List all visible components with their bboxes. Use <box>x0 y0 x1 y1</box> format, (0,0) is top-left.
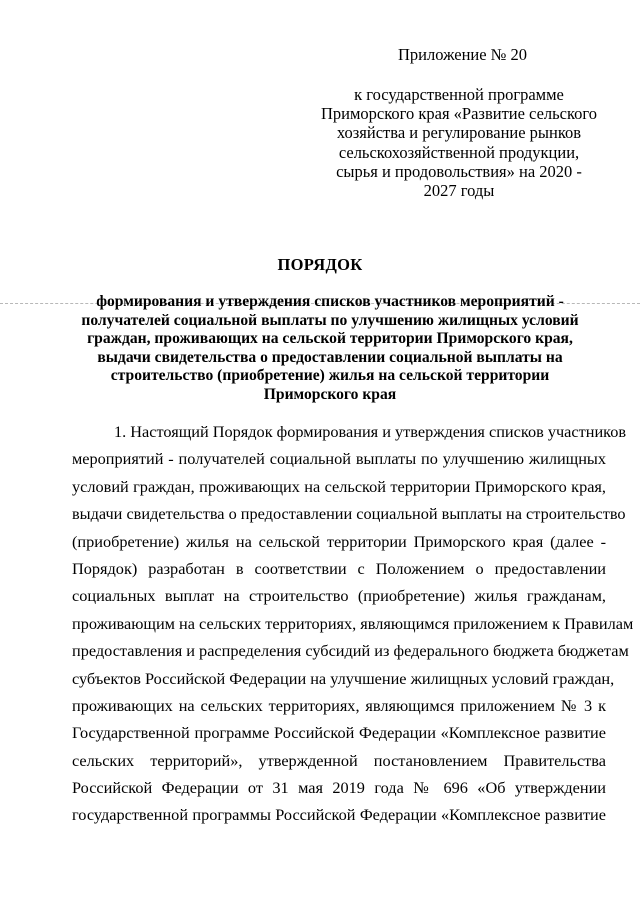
paragraph-line: Государственной программе Российской Федерации «Комплексное развитие <box>72 723 606 743</box>
paragraph-line: субъектов Российской Федерации на улучшение жилищных условий граждан, <box>72 668 615 688</box>
subtitle-line: граждан, проживающих на сельской территории Приморского края, <box>87 330 573 348</box>
paragraph-line: сельских территорий», утвержденной постановлением Правительства <box>72 750 606 770</box>
subtitle-line: выдачи свидетельства о предоставлении социальной выплаты на <box>97 348 563 366</box>
annex-reference-line: 2027 годы <box>423 181 495 201</box>
annex-reference-line: к государственной программе <box>354 85 564 104</box>
annex-reference <box>318 85 600 200</box>
annex-reference-line: сельскохозяйственной продукции, <box>338 142 580 162</box>
paragraph-line: Порядок) разработан в соответствии с Положением о предоставлении <box>72 558 606 578</box>
paragraph-line: социальных выплат на строительство (приобретение) жилья гражданам, <box>72 586 606 606</box>
paragraph-line: мероприятий - получателей социальной выплаты по улучшению жилищных <box>72 449 606 469</box>
paragraph-line: Российской Федерации от 31 мая 2019 года № 696 «Об утверждении <box>72 778 606 798</box>
paragraph-line: 1. Настоящий Порядок формирования и утверждения списков участников <box>114 422 627 441</box>
paragraph-line: проживающих на сельских территориях, являющимся приложением № 3 к <box>72 695 606 715</box>
paragraph-line: выдачи свидетельства о предоставлении социальной выплаты на строительство <box>72 504 626 524</box>
paragraph-line: государственной программы Российской Федерации «Комплексное развитие <box>72 805 606 825</box>
document-subtitle <box>60 293 600 405</box>
subtitle-line: Приморского края <box>263 385 397 403</box>
subtitle-line: получателей социальной выплаты по улучшению жилищных условий <box>81 311 579 329</box>
body-paragraph <box>72 418 634 829</box>
paragraph-line: условий граждан, проживающих на сельской территории Приморского края, <box>72 476 606 496</box>
annex-reference-line: Приморского края «Развитие сельского <box>320 104 598 124</box>
paragraph-line: (приобретение) жилья на сельской территории Приморского края (далее - <box>72 531 606 551</box>
document-title: ПОРЯДОК <box>277 255 363 274</box>
paragraph-line: проживающим на сельских территориях, являющимся приложением к Правилам <box>72 613 634 633</box>
paragraph-line: предоставления и распределения субсидий из федерального бюджета бюджетам <box>72 641 629 661</box>
annex-reference-line: сырья и продовольствия» на 2020 - <box>336 161 582 181</box>
annex-number: Приложение № 20 <box>398 45 528 64</box>
subtitle-line: строительство (приобретение) жилья на сельской территории <box>110 367 550 385</box>
subtitle-line: формирования и утверждения списков участников мероприятий - <box>96 293 564 310</box>
annex-reference-line: хозяйства и регулирование рынков <box>336 123 582 143</box>
